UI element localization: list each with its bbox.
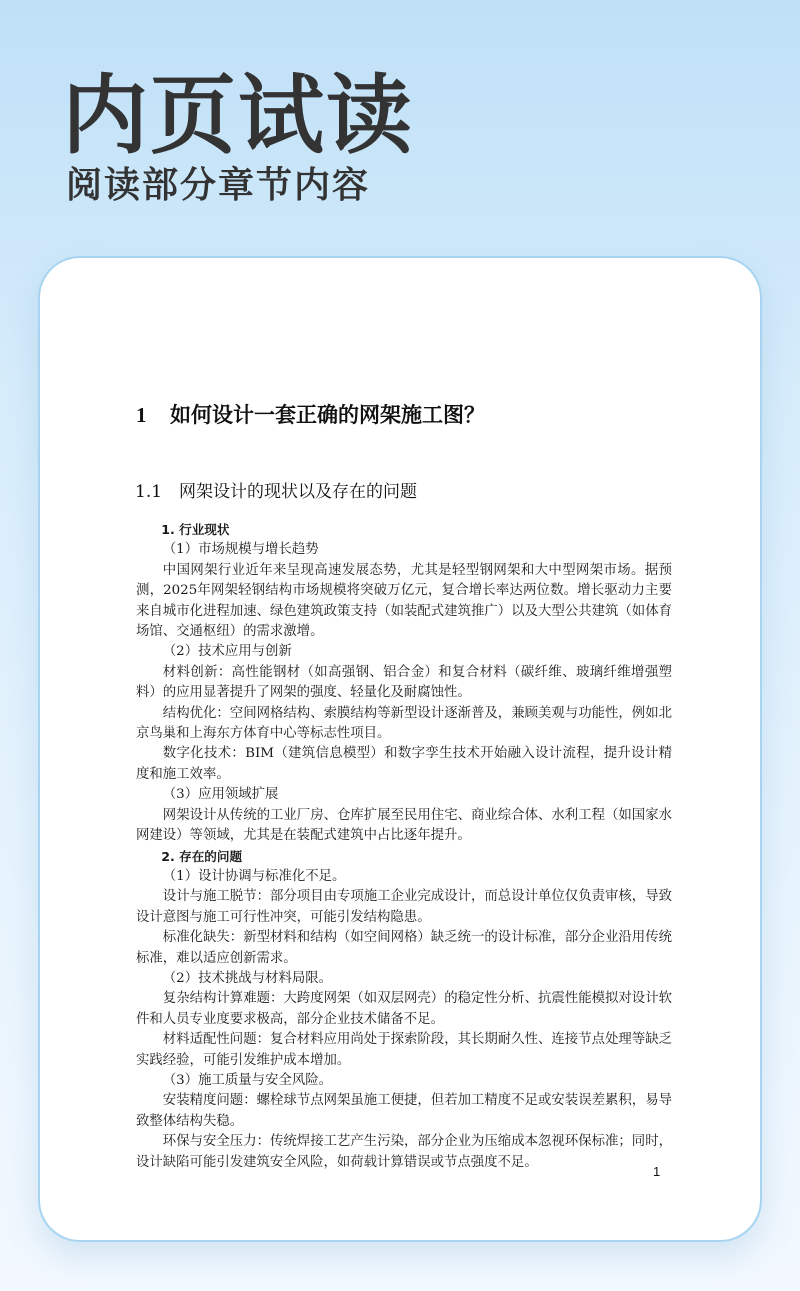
paragraph: 网架设计从传统的工业厂房、仓库扩展至民用住宅、商业综合体、水利工程（如国家水网建设）等领域，尤其是在装配式建筑中占比逐年提升。 <box>136 807 672 844</box>
paragraph: （2）技术应用与创新 <box>162 644 292 660</box>
chapter-number: 1 <box>136 403 147 427</box>
paragraph: 环保与安全压力：传统焊接工艺产生污染，部分企业为压缩成本忽视环保标准；同时，设计缺陷可能引发建筑安全风险，如荷载计算错误或节点强度不足。 <box>136 1134 672 1170</box>
paragraph: 结构优化：空间网格结构、索膜结构等新型设计逐渐普及，兼顾美观与功能性，例如北京鸟巢和上海东方体育中心等标志性项目。 <box>136 705 672 742</box>
paragraph: （3）施工质量与安全风险。 <box>162 1072 333 1088</box>
page-number: 1 <box>653 1164 661 1179</box>
chapter-heading <box>136 401 485 429</box>
paragraph: （1）市场规模与增长趋势 <box>162 542 319 558</box>
paragraph: 设计与施工脱节：部分项目由专项施工企业完成设计，而总设计单位仅负责审核，导致设计意图与施工可行性冲突，可能引发结构隐患。 <box>136 889 672 925</box>
paragraph: 材料适配性问题：复合材料应用尚处于探索阶段，其长期耐久性、连接节点处理等缺乏实践经验，可能引发维护成本增加。 <box>136 1032 672 1068</box>
subheading: 2. 存在的问题 <box>161 848 243 864</box>
paragraph: 材料创新：高性能钢材（如高强钢、铝合金）和复合材料（碳纤维、玻璃纤维增强塑料）的应用显著提升了网架的强度、轻量化及耐腐蚀性。 <box>136 664 672 701</box>
chapter-title: 如何设计一套正确的网架施工图？ <box>170 403 485 427</box>
paragraph: 复杂结构计算难题：大跨度网架（如双层网壳）的稳定性分析、抗震性能模拟对设计软件和人员专业度要求极高，部分企业技术储备不足。 <box>136 991 672 1027</box>
paragraph: （2）技术挑战与材料局限。 <box>162 970 333 986</box>
paragraph: 数字化技术：BIM（建筑信息模型）和数字孪生技术开始融入设计流程，提升设计精度和施工效率。 <box>136 746 672 782</box>
paragraph: （1）设计协调与标准化不足。 <box>162 868 346 884</box>
body-text <box>136 520 672 1173</box>
section-number: 1.1 <box>135 482 163 502</box>
paragraph: 中国网架行业近年来呈现高速发展态势，尤其是轻型钢网架和大中型网架市场。据预测，2025年网架轻钢结构市场规模将突破万亿元，复合增长率达两位数。增长驱动力主要来自城市化进程加速、绿色建筑政策支持（如装配式建筑推广）以及大型公共建筑（如体育场馆、交通枢纽）的需求激增。 <box>136 562 672 640</box>
banner-title: 内页试读 <box>62 66 414 166</box>
paragraph: （3）应用领域扩展 <box>162 787 279 803</box>
paragraph: 标准化缺失：新型材料和结构（如空间网格）缺乏统一的设计标准，部分企业沿用传统标准，难以适应创新需求。 <box>136 930 672 966</box>
subheading: 1. 行业现状 <box>161 522 230 537</box>
banner-subtitle: 阅读部分章节内容 <box>66 165 371 206</box>
section-title: 网架设计的现状以及存在的问题 <box>179 482 417 502</box>
paragraph: 安装精度问题：螺栓球节点网架虽施工便捷，但若加工精度不足或安装误差累积，易导致整体结构失稳。 <box>136 1093 672 1129</box>
section-heading <box>135 480 417 504</box>
